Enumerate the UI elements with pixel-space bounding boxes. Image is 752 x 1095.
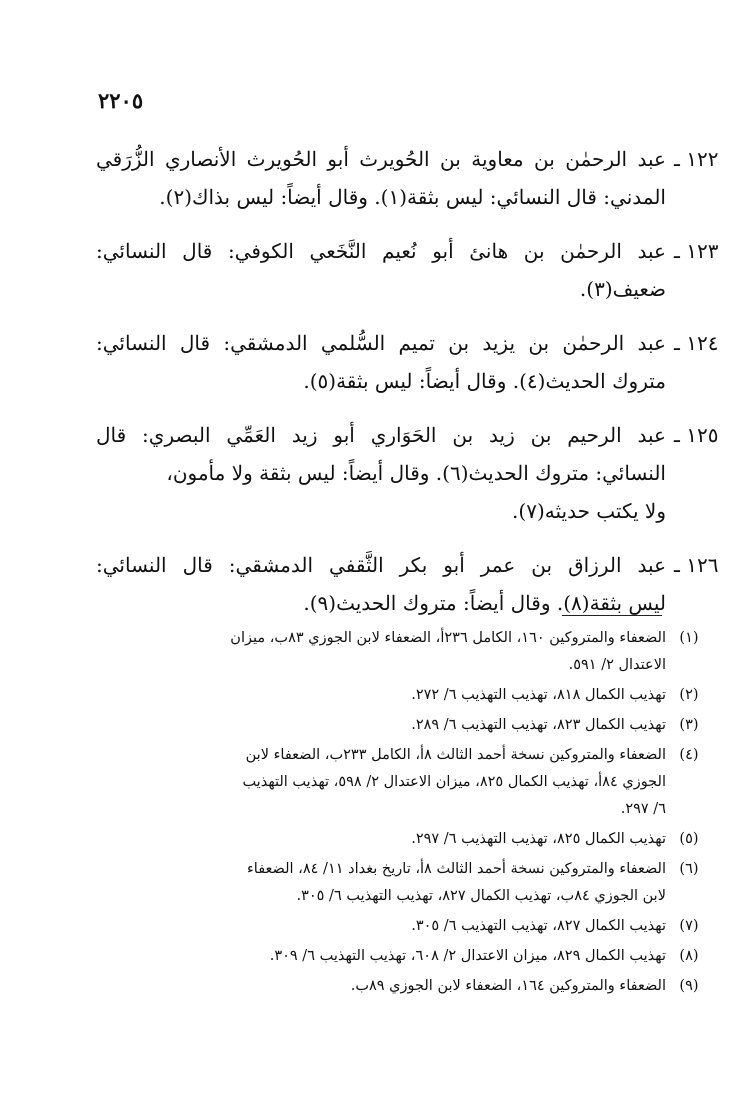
footnote-line: تهذيب الكمال ٨٢٣، تهذيب التهذيب ٦/ ٢٨٩. — [411, 717, 666, 733]
entry-line: عبد الرزاق بن عمر أبو بكر الثَّقفي الدمشقي: قال النسائي: — [96, 553, 666, 577]
footnote-number: (٩) — [679, 978, 699, 994]
footnote-number: (٨) — [679, 948, 699, 964]
footnote-line: تهذيب الكمال ٨٢٥، تهذيب التهذيب ٦/ ٢٩٧. — [411, 831, 666, 847]
footnote — [96, 943, 699, 970]
footnote-line: تهذيب الكمال ٨٢٩، ميزان الاعتدال ٢/ ٦٠٨، تهذيب التهذيب ٦/ ٣٠٩. — [269, 948, 666, 964]
footnote-number: (١) — [679, 630, 699, 646]
entry-line: عبد الرحمٰن بن يزيد بن تميم السُّلمي الدمشقي: قال النسائي: — [96, 331, 666, 355]
footnote-line: الضعفاء والمتروكين ١٦٠، الكامل ٢٣٦أ، الضعفاء لابن الجوزي ٨٣ب، ميزان — [230, 630, 666, 646]
footnote — [96, 742, 699, 823]
entry-line: عبد الرحمٰن بن معاوية بن الحُويرث أبو الحُويرث الأنصاري الزُّرَقي — [96, 147, 666, 171]
footnote — [96, 682, 699, 709]
entry-line: متروك الحديث(٤). وقال أيضاً: ليس بثقة(٥). — [303, 369, 666, 393]
entry-line: ليس بثقة(٨). وقال أيضاً: متروك الحديث(٩). — [303, 591, 666, 615]
entry — [96, 416, 719, 530]
entry — [96, 546, 719, 622]
page-number: ٢٢٠٥ — [98, 88, 144, 113]
footnote — [96, 973, 699, 1000]
entry-line: عبد الرحيم بن زيد بن الحَوَاري أبو زيد العَمِّي البصري: قال — [96, 423, 666, 447]
footnote-number: (٦) — [679, 861, 699, 877]
footnotes-section — [96, 625, 699, 1003]
footnote-line: الضعفاء والمتروكين نسخة أحمد الثالث ٨أ، الكامل ٢٣٣ب، الضعفاء لابن — [245, 747, 666, 763]
entry-line: النسائي: متروك الحديث(٦). وقال أيضاً: ليس بثقة ولا مأمون، — [166, 461, 666, 485]
footnote-line: الاعتدال ٢/ ٥٩١. — [568, 657, 666, 673]
entry-number: ١٢٦ ـ — [674, 553, 719, 577]
footnote — [96, 625, 699, 679]
footnote-line: لابن الجوزي ٨٤ب، تهذيب الكمال ٨٢٧، تهذيب التهذيب ٦/ ٣٠٥. — [296, 888, 666, 904]
footnote-number: (٣) — [679, 717, 699, 733]
entry — [96, 232, 719, 308]
entry-number: ١٢٥ ـ — [674, 423, 719, 447]
footnote-line: ٦/ ٢٩٧. — [620, 801, 666, 817]
entry-number: ١٢٤ ـ — [674, 331, 719, 355]
entry-line: المدني: قال النسائي: ليس بثقة(١). وقال أيضاً: ليس بذاك(٢). — [159, 185, 666, 209]
footnote-line: تهذيب الكمال ٨٢٧، تهذيب التهذيب ٦/ ٣٠٥. — [411, 918, 666, 934]
footnote-number: (٧) — [679, 918, 699, 934]
footnote-line: الجوزي ٨٤أ، تهذيب الكمال ٨٢٥، ميزان الاعتدال ٢/ ٥٩٨، تهذيب التهذيب — [242, 774, 666, 790]
footnote-number: (٢) — [679, 687, 699, 703]
entry-number: ١٢٣ ـ — [674, 239, 719, 263]
entries-section — [96, 140, 719, 638]
footnote-line: الضعفاء والمتروكين نسخة أحمد الثالث ٨أ، تاريخ بغداد ١١/ ٨٤، الضعفاء — [246, 861, 666, 877]
entry-line: عبد الرحمٰن بن هانئ أبو نُعيم النَّخَعي الكوفي: قال النسائي: — [96, 239, 666, 263]
entry-line: ولا يكتب حديثه(٧). — [512, 499, 666, 523]
footnote — [96, 712, 699, 739]
footnote-number: (٤) — [679, 747, 699, 763]
entry — [96, 140, 719, 216]
entry-number: ١٢٢ ـ — [674, 147, 719, 171]
footnote-divider — [562, 615, 662, 616]
footnote-line: تهذيب الكمال ٨١٨، تهذيب التهذيب ٦/ ٢٧٢. — [411, 687, 666, 703]
entry-line: ضعيف(٣). — [579, 277, 666, 301]
footnote-line: الضعفاء والمتروكين ١٦٤، الضعفاء لابن الجوزي ٨٩ب. — [350, 978, 666, 994]
footnote-number: (٥) — [679, 831, 699, 847]
footnote — [96, 856, 699, 910]
footnote — [96, 913, 699, 940]
entry — [96, 324, 719, 400]
footnote — [96, 826, 699, 853]
